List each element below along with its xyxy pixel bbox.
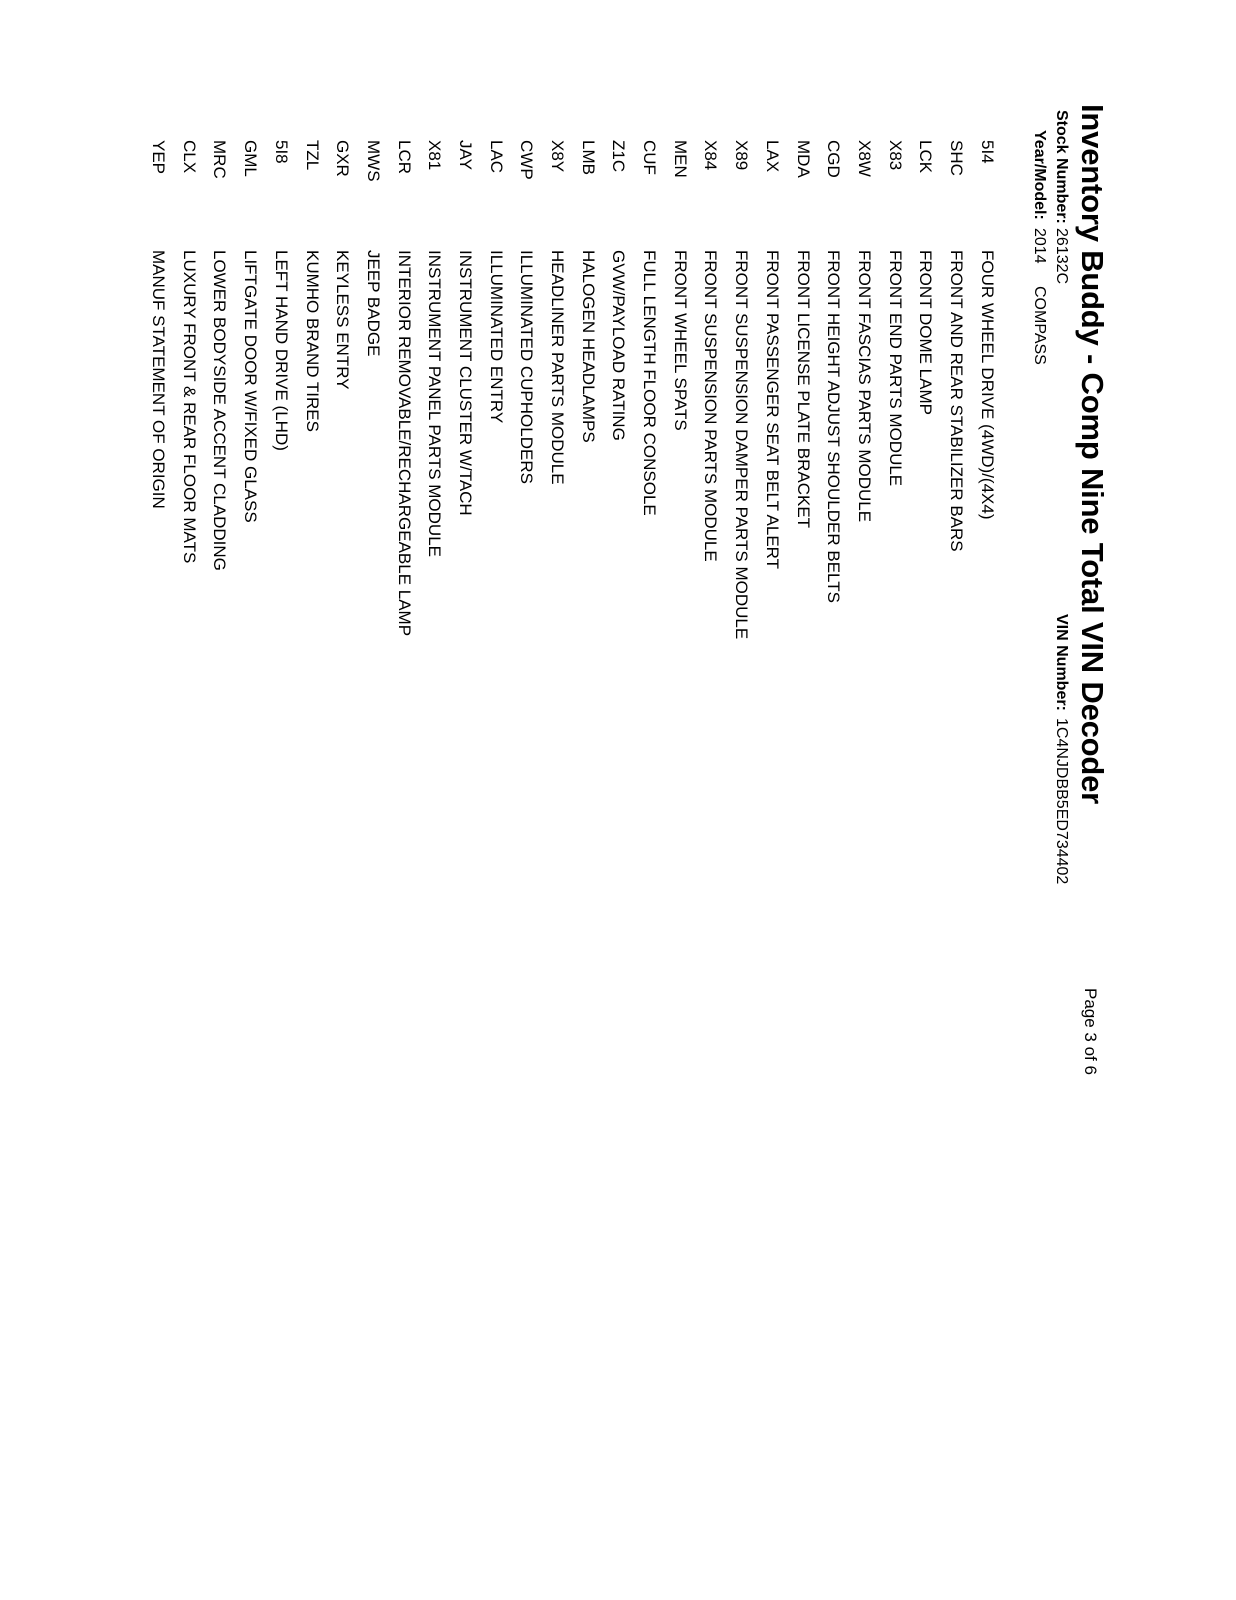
option-description: FRONT HEIGHT ADJUST SHOULDER BELTS: [824, 250, 844, 603]
option-description: FRONT PASSENGER SEAT BELT ALERT: [762, 250, 782, 570]
option-description: ILLUMINATED ENTRY: [486, 250, 506, 424]
option-code: LAC: [486, 140, 506, 174]
option-description: GVW/PAYLOAD RATING: [609, 250, 629, 441]
option-code: X8W: [854, 140, 874, 177]
option-row: [664, 140, 695, 639]
option-description: JEEP BADGE: [363, 250, 383, 357]
vin-number-label: VIN Number:: [1053, 614, 1070, 711]
document-page: [110, 104, 1110, 1204]
option-description: FULL LENGTH FLOOR CONSOLE: [640, 250, 660, 516]
option-row: [603, 140, 634, 639]
option-row: [388, 140, 419, 639]
option-row: [726, 140, 757, 639]
option-code: MEN: [670, 140, 690, 178]
option-row: [327, 140, 358, 639]
option-code: X8Y: [548, 140, 568, 173]
option-description: KUMHO BRAND TIRES: [302, 250, 322, 432]
option-description: MANUF STATEMENT OF ORIGIN: [149, 250, 169, 509]
option-row: [818, 140, 849, 639]
option-row: [971, 140, 1002, 639]
option-code: CLX: [179, 140, 199, 174]
option-description: FRONT AND REAR STABILIZER BARS: [946, 250, 966, 552]
option-row: [358, 140, 389, 639]
option-description: LEFT HAND DRIVE (LHD): [271, 250, 291, 451]
option-description: FRONT DOME LAMP: [916, 250, 936, 415]
option-code: TZL: [302, 140, 322, 171]
stock-number-value: 26132C: [1053, 228, 1070, 285]
option-code: MWS: [363, 140, 383, 182]
option-code: LCR: [394, 140, 414, 175]
option-code: LCK: [916, 140, 936, 174]
option-code: X89: [732, 140, 752, 171]
option-row: [634, 140, 665, 639]
option-row: [266, 140, 297, 639]
option-code: SHC: [946, 140, 966, 176]
option-description: LUXURY FRONT & REAR FLOOR MATS: [179, 250, 199, 564]
page-title: Inventory Buddy - Comp Nine Total VIN Decoder: [1075, 104, 1110, 805]
option-code: JAY: [455, 140, 475, 170]
option-row: [542, 140, 573, 639]
option-description: LOWER BODYSIDE ACCENT CLADDING: [210, 250, 230, 571]
option-description: INSTRUMENT CLUSTER W/TACH: [455, 250, 475, 516]
option-code: MDA: [793, 140, 813, 178]
option-description: HEADLINER PARTS MODULE: [548, 250, 568, 485]
option-row: [296, 140, 327, 639]
option-description: INTERIOR REMOVABLE/RECHARGEABLE LAMP: [394, 250, 414, 637]
option-description: LIFTGATE DOOR W/FIXED GLASS: [241, 250, 261, 523]
option-code: LMB: [578, 140, 598, 175]
option-row: [450, 140, 481, 639]
option-row: [910, 140, 941, 639]
option-description: KEYLESS ENTRY: [333, 250, 353, 390]
stock-number-label: Stock Number:: [1053, 110, 1070, 224]
option-description: FRONT END PARTS MODULE: [885, 250, 905, 487]
option-description: HALOGEN HEADLAMPS: [578, 250, 598, 443]
option-description: FOUR WHEEL DRIVE (4WD)/(4X4): [977, 250, 997, 520]
option-row: [572, 140, 603, 639]
option-description: INSTRUMENT PANEL PARTS MODULE: [425, 250, 445, 557]
option-row: [849, 140, 880, 639]
option-code: CWP: [517, 140, 537, 180]
model-value: COMPASS: [1031, 286, 1048, 365]
option-description: FRONT SUSPENSION DAMPER PARTS MODULE: [732, 250, 752, 640]
option-row: [787, 140, 818, 639]
year-model-label: Year/Model:: [1031, 130, 1048, 220]
option-code: X84: [701, 140, 721, 171]
option-code: X83: [885, 140, 905, 171]
option-code: 5I8: [271, 140, 291, 164]
option-row: [941, 140, 972, 639]
option-code: CGD: [824, 140, 844, 178]
option-code: GML: [241, 140, 261, 177]
option-code: LAX: [762, 140, 782, 173]
year-value: 2014: [1031, 228, 1048, 264]
option-row: [173, 140, 204, 639]
option-code: GXR: [333, 140, 353, 177]
option-row: [480, 140, 511, 639]
option-row: [511, 140, 542, 639]
option-code: YEP: [149, 140, 169, 175]
page-number: Page 3 of 6: [1081, 988, 1100, 1075]
option-code: MRC: [210, 140, 230, 179]
option-code: 5I4: [977, 140, 997, 164]
option-code: X81: [425, 140, 445, 171]
option-row: [757, 140, 788, 639]
option-row: [419, 140, 450, 639]
vin-number-value: 1C4NJDBB5ED734402: [1053, 718, 1070, 885]
option-row: [695, 140, 726, 639]
option-row: [879, 140, 910, 639]
option-code: Z1C: [609, 140, 629, 173]
option-row: [143, 140, 174, 639]
option-row: [235, 140, 266, 639]
option-code: CUF: [640, 140, 660, 175]
option-row: [204, 140, 235, 639]
option-description: FRONT LICENSE PLATE BRACKET: [793, 250, 813, 529]
option-code-list: [143, 140, 1002, 639]
option-description: FRONT FASCIAS PARTS MODULE: [854, 250, 874, 523]
option-description: ILLUMINATED CUPHOLDERS: [517, 250, 537, 484]
option-description: FRONT WHEEL SPATS: [670, 250, 690, 431]
option-description: FRONT SUSPENSION PARTS MODULE: [701, 250, 721, 562]
